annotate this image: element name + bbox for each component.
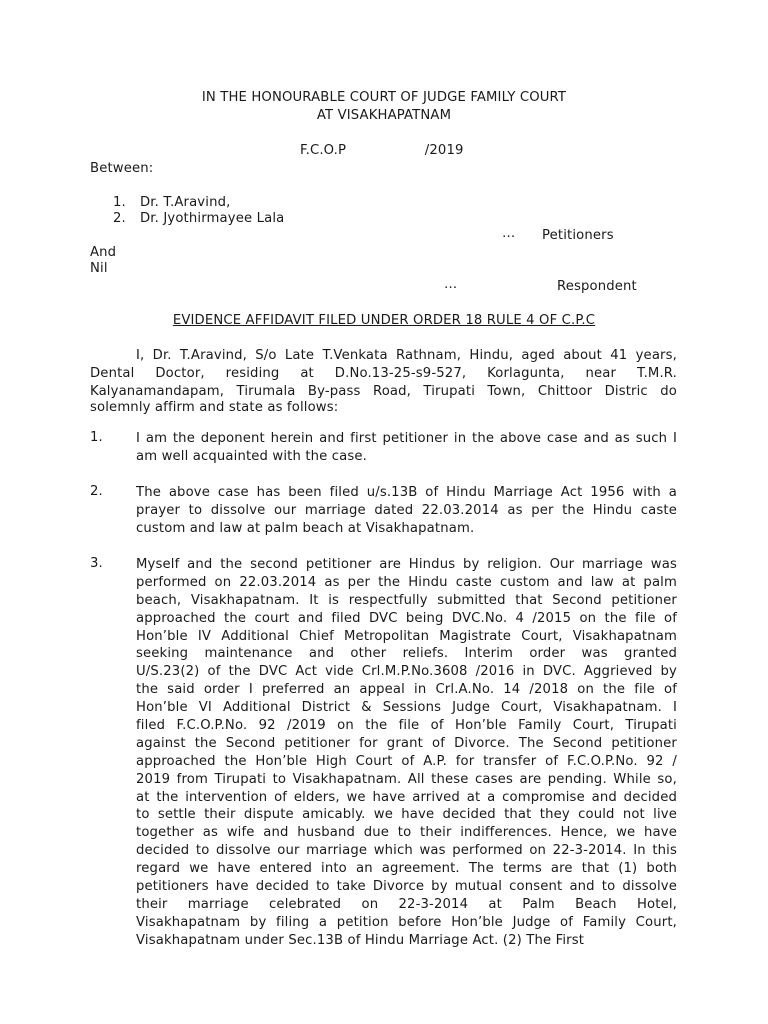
- paragraph-2-line: prayer to dissolve our marriage dated 22.03.2014 as per the Hindu caste: [136, 502, 677, 518]
- paragraph-3-line: approached the Hon’ble High Court of A.P. for transfer of F.C.O.P.No. 92 /: [136, 753, 677, 769]
- paragraph-3-line: Hon’ble IV Additional Chief Metropolitan Magistrate Court, Visakhapatnam: [136, 628, 677, 644]
- affidavit-title: EVIDENCE AFFIDAVIT FILED UNDER ORDER 18 RULE 4 OF C.P.C: [172, 313, 596, 328]
- paragraph-2-number: 2.: [90, 484, 103, 499]
- petitioner-2-number: 2.: [113, 211, 126, 226]
- paragraph-3-line: Myself and the second petitioner are Hindus by religion. Our marriage was: [136, 557, 677, 572]
- paragraph-3-line: Visakhapatnam by filing a petition before Hon’ble Judge of Family Court,: [136, 914, 677, 930]
- paragraph-3-line: filed F.C.O.P.No. 92 /2019 on the file of Hon’ble Family Court, Tirupati: [136, 718, 677, 734]
- petitioner-1-number: 1.: [113, 195, 126, 210]
- paragraph-2-body: [136, 484, 677, 538]
- paragraph-3-line: performed on 22.03.2014 as per the Hindu caste custom and law at palm: [136, 574, 677, 590]
- paragraph-1-body: [136, 430, 677, 466]
- paragraph-3-line: regard we have entered into an agreement. The terms are that (1) both: [136, 861, 677, 877]
- paragraph-3-line: petitioners have decided to take Divorce by mutual consent and to dissolve: [136, 879, 677, 895]
- paragraph-3-line: their marriage celebrated on 22-3-2014 at Palm Beach Hotel,: [136, 896, 677, 912]
- paragraph-3-line: 2019 from Tirupati to Visakhapatnam. All these cases are pending. While so,: [136, 771, 677, 787]
- court-heading-line-2: AT VISAKHAPATNAM: [316, 108, 452, 123]
- petitioner-1-name: Dr. T.Aravind,: [140, 195, 231, 210]
- between-label: Between:: [90, 161, 154, 176]
- paragraph-3-line: Visakhapatnam under Sec.13B of Hindu Marriage Act. (2) The First: [136, 932, 585, 948]
- paragraph-3-line: decided to dissolve our marriage which was performed on 22-3-2014. In this: [136, 843, 677, 859]
- intro-line-1: I, Dr. T.Aravind, S/o Late T.Venkata Rathnam, Hindu, aged about 41 years,: [136, 348, 677, 363]
- respondent-ellipsis: …: [444, 277, 458, 292]
- paragraph-3-line: the said order I preferred an appeal in Crl.A.No. 14 /2018 on the file of: [136, 682, 677, 698]
- paragraph-3-line: Hon’ble VI Additional District & Sessions Judge Court, Visakhapatnam. I: [136, 700, 677, 716]
- case-number: [300, 143, 464, 158]
- court-heading-line-1: IN THE HONOURABLE COURT OF JUDGE FAMILY COURT: [201, 90, 567, 105]
- respondent-name: Nil: [90, 261, 108, 276]
- case-number-prefix: F.C.O.P: [300, 143, 347, 158]
- paragraph-1-line: am well acquainted with the case.: [136, 448, 368, 464]
- paragraph-3-line: together as wife and husband due to their indifferences. Hence, we have: [136, 825, 677, 841]
- paragraph-1-line: I am the deponent herein and first petitioner in the above case and as such I: [136, 431, 677, 446]
- and-label: And: [90, 245, 117, 260]
- paragraph-2-line: The above case has been filed u/s.13B of Hindu Marriage Act 1956 with a: [136, 485, 677, 500]
- respondent-label: Respondent: [557, 279, 637, 294]
- case-number-year: /2019: [424, 143, 464, 158]
- paragraph-3-line: beach, Visakhapatnam. It is respectfully submitted that Second petitioner: [136, 592, 677, 608]
- petitioners-ellipsis: …: [502, 226, 516, 241]
- paragraph-3-line: to settle their dispute amicably. we have decided that they could not live: [136, 807, 677, 823]
- petitioners-label: Petitioners: [542, 228, 614, 243]
- paragraph-3-line: at the intervention of elders, we have arrived at a compromise and decided: [136, 789, 677, 805]
- paragraph-3-line: against the Second petitioner for grant of Divorce. The Second petitioner: [136, 735, 677, 751]
- paragraph-3-line: seeking maintenance and other reliefs. Interim order was granted: [136, 646, 677, 662]
- intro-line-2: Dental Doctor, residing at D.No.13-25-s9-527, Korlagunta, near T.M.R.: [90, 366, 677, 381]
- paragraph-3-body: [136, 556, 677, 950]
- petitioner-2-name: Dr. Jyothirmayee Lala: [140, 211, 285, 226]
- paragraph-3-line: U/S.23(2) of the DVC Act vide Crl.M.P.No.3608 /2016 in DVC. Aggrieved by: [136, 664, 677, 680]
- paragraph-3-line: approached the court and filed DVC being DVC.No. 4 /2015 on the file of: [136, 610, 677, 626]
- paragraph-1-number: 1.: [90, 430, 103, 445]
- intro-last-line: solemnly affirm and state as follows:: [90, 400, 339, 415]
- paragraph-3-number: 3.: [90, 556, 103, 571]
- intro-line-3: Kalyanamandapam, Tirumala By-pass Road, Tirupati Town, Chittoor Distric do: [90, 384, 677, 399]
- paragraph-2-line: custom and law at palm beach at Visakhapatnam.: [136, 520, 475, 536]
